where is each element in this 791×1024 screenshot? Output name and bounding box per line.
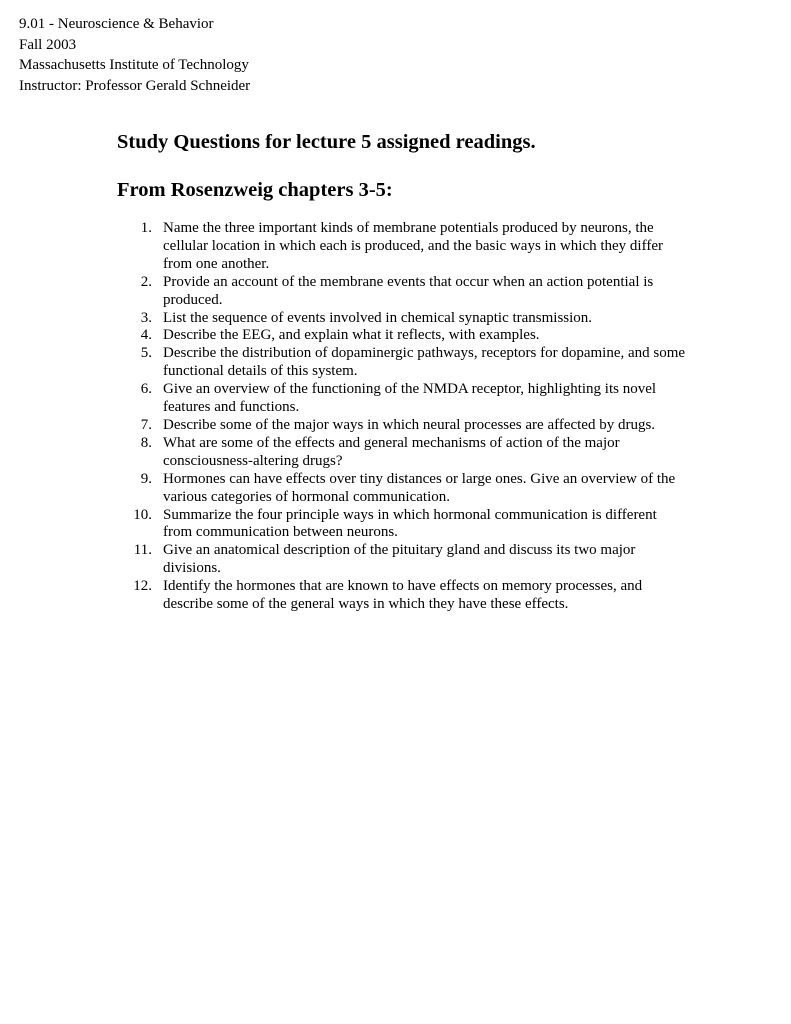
question-number: 7.	[140, 416, 152, 433]
question-number: 9.	[140, 470, 152, 487]
question-text: Give an overview of the functioning of the NMDA receptor, highlighting its novel features and functions.	[163, 381, 657, 416]
page-title: Study Questions for lecture 5 assigned readings.	[117, 131, 536, 153]
question-number: 11.	[133, 542, 152, 559]
question-number: 4.	[140, 327, 152, 344]
question-item	[117, 345, 687, 381]
question-item	[117, 542, 687, 578]
question-number: 12.	[133, 578, 152, 595]
question-text: Give an anatomical description of the pituitary gland and discuss its two major divisions.	[163, 542, 636, 577]
question-item	[117, 310, 687, 328]
question-item	[117, 381, 687, 417]
course-header	[19, 14, 250, 96]
question-number: 1.	[140, 220, 152, 236]
question-text: Hormones can have effects over tiny distances or large ones. Give an overview of the various categories of hormonal communication.	[163, 470, 676, 505]
question-item	[117, 327, 687, 345]
question-text: Describe some of the major ways in which neural processes are affected by drugs.	[163, 416, 656, 433]
question-item	[117, 417, 687, 435]
question-number: 10.	[133, 506, 152, 523]
question-text: List the sequence of events involved in chemical synaptic transmission.	[163, 309, 593, 326]
question-text: Provide an account of the membrane events that occur when an action potential is produced.	[163, 273, 654, 308]
question-item	[117, 507, 687, 543]
question-number: 3.	[140, 309, 152, 326]
question-list	[117, 220, 687, 614]
institution-name: Massachusetts Institute of Technology	[19, 57, 249, 74]
question-number: 8.	[140, 434, 152, 451]
question-item	[117, 274, 687, 310]
question-text: Describe the distribution of dopaminergic pathways, receptors for dopamine, and some functional details of this system.	[163, 345, 686, 380]
course-name: 9.01 - Neuroscience & Behavior	[19, 16, 214, 32]
question-text: What are some of the effects and general mechanisms of action of the major consciousness-altering drugs?	[163, 434, 620, 469]
question-text: Identify the hormones that are known to have effects on memory processes, and describe some of the general ways in which they have these effects.	[163, 578, 643, 613]
section-title: From Rosenzweig chapters 3-5:	[117, 179, 393, 201]
question-number: 2.	[140, 273, 152, 290]
question-text: Summarize the four principle ways in which hormonal communication is different from communication between neurons.	[163, 506, 657, 541]
question-item	[117, 220, 687, 274]
instructor-name: Instructor: Professor Gerald Schneider	[19, 77, 251, 94]
question-item	[117, 471, 687, 507]
question-item	[117, 435, 687, 471]
question-item	[117, 578, 687, 614]
question-text: Describe the EEG, and explain what it reflects, with examples.	[163, 327, 540, 344]
question-text: Name the three important kinds of membrane potentials produced by neurons, the cellular location in which each is produced, and the basic ways in which they differ from one another.	[163, 220, 663, 272]
question-number: 5.	[140, 345, 152, 362]
question-number: 6.	[140, 381, 152, 398]
course-term: Fall 2003	[19, 36, 77, 53]
